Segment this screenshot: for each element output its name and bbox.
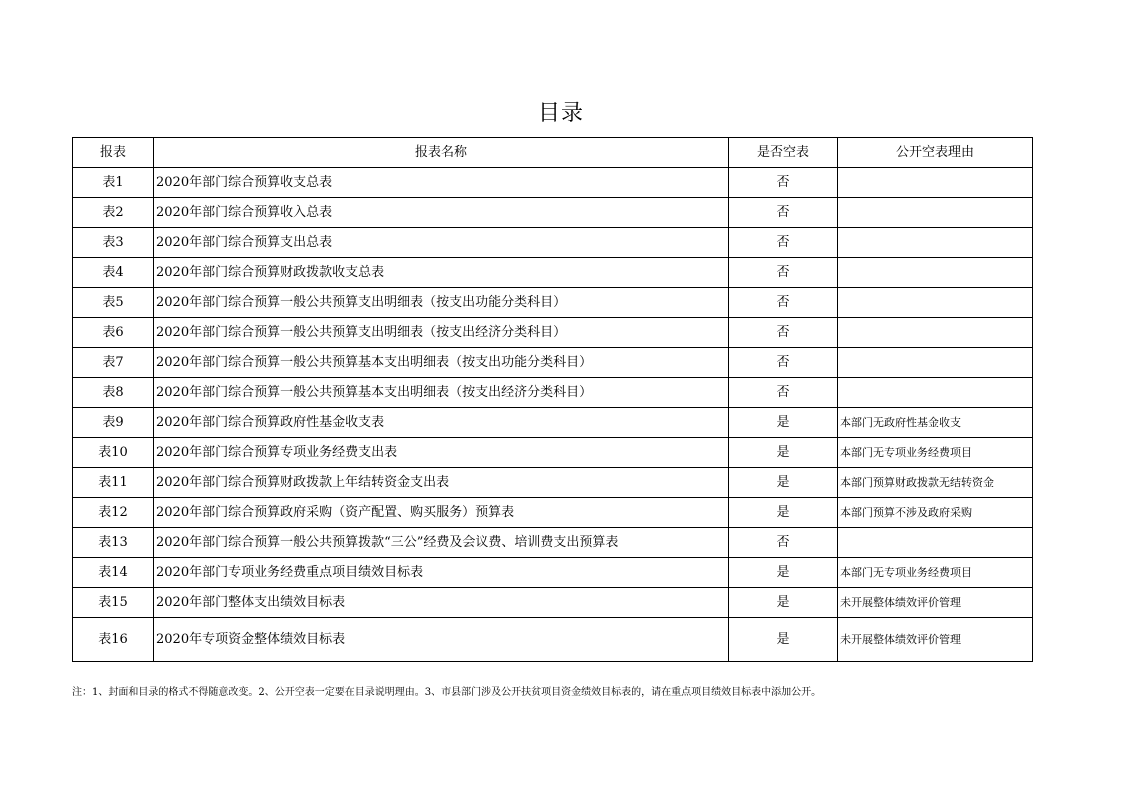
cell-is-empty: 是 [729,468,838,498]
cell-empty-reason [838,528,1033,558]
cell-empty-reason [838,378,1033,408]
cell-empty-reason: 本部门无政府性基金收支 [838,408,1033,438]
cell-report-id: 表6 [73,318,154,348]
cell-report-name: 2020年专项资金整体绩效目标表 [154,618,729,662]
cell-report-name: 2020年部门综合预算收入总表 [154,198,729,228]
cell-empty-reason [838,198,1033,228]
cell-is-empty: 否 [729,348,838,378]
cell-empty-reason [838,318,1033,348]
cell-is-empty: 否 [729,288,838,318]
cell-report-id: 表3 [73,228,154,258]
cell-report-name: 2020年部门整体支出绩效目标表 [154,588,729,618]
cell-is-empty: 否 [729,378,838,408]
header-empty-reason: 公开空表理由 [838,138,1033,168]
cell-is-empty: 否 [729,228,838,258]
cell-report-id: 表16 [73,618,154,662]
cell-empty-reason: 本部门预算财政拨款无结转资金 [838,468,1033,498]
cell-report-id: 表11 [73,468,154,498]
header-report-name: 报表名称 [154,138,729,168]
cell-report-id: 表4 [73,258,154,288]
table-row [73,558,1033,588]
table-row [73,408,1033,438]
catalog-table [72,137,1033,662]
table-header-row [73,138,1033,168]
cell-empty-reason: 本部门无专项业务经费项目 [838,558,1033,588]
cell-report-name: 2020年部门综合预算支出总表 [154,228,729,258]
table-row [73,348,1033,378]
table-row [73,528,1033,558]
table-row [73,378,1033,408]
cell-report-name: 2020年部门综合预算一般公共预算支出明细表（按支出功能分类科目） [154,288,729,318]
table-row [73,318,1033,348]
cell-report-id: 表14 [73,558,154,588]
cell-is-empty: 否 [729,168,838,198]
cell-empty-reason [838,348,1033,378]
cell-empty-reason: 未开展整体绩效评价管理 [838,588,1033,618]
cell-is-empty: 否 [729,198,838,228]
cell-is-empty: 是 [729,618,838,662]
table-row [73,258,1033,288]
cell-report-name: 2020年部门综合预算收支总表 [154,168,729,198]
footnote: 注：1、封面和目录的格式不得随意改变。2、公开空表一定要在目录说明理由。3、市县部门涉及公开扶贫项目资金绩效目标表的，请在重点项目绩效目标表中添加公开。 [72,687,822,698]
cell-report-id: 表15 [73,588,154,618]
cell-empty-reason: 本部门无专项业务经费项目 [838,438,1033,468]
table-row [73,438,1033,468]
cell-report-name: 2020年部门综合预算一般公共预算基本支出明细表（按支出经济分类科目） [154,378,729,408]
table-row [73,468,1033,498]
table-row [73,588,1033,618]
cell-empty-reason: 未开展整体绩效评价管理 [838,618,1033,662]
table-row [73,198,1033,228]
cell-empty-reason [838,258,1033,288]
table-row [73,618,1033,662]
cell-report-id: 表5 [73,288,154,318]
table-row [73,228,1033,258]
cell-report-name: 2020年部门综合预算一般公共预算拨款“三公”经费及会议费、培训费支出预算表 [154,528,729,558]
cell-report-id: 表13 [73,528,154,558]
cell-empty-reason [838,168,1033,198]
table-row [73,288,1033,318]
cell-is-empty: 是 [729,408,838,438]
cell-is-empty: 否 [729,318,838,348]
cell-report-name: 2020年部门综合预算政府采购（资产配置、购买服务）预算表 [154,498,729,528]
cell-report-id: 表1 [73,168,154,198]
cell-report-name: 2020年部门综合预算财政拨款收支总表 [154,258,729,288]
cell-report-name: 2020年部门综合预算财政拨款上年结转资金支出表 [154,468,729,498]
cell-empty-reason: 本部门预算不涉及政府采购 [838,498,1033,528]
cell-empty-reason [838,288,1033,318]
header-report: 报表 [73,138,154,168]
cell-is-empty: 是 [729,438,838,468]
cell-is-empty: 否 [729,258,838,288]
cell-report-id: 表12 [73,498,154,528]
cell-report-id: 表7 [73,348,154,378]
table-row [73,498,1033,528]
cell-is-empty: 是 [729,588,838,618]
cell-report-name: 2020年部门综合预算一般公共预算支出明细表（按支出经济分类科目） [154,318,729,348]
cell-empty-reason [838,228,1033,258]
cell-is-empty: 是 [729,558,838,588]
cell-report-name: 2020年部门综合预算政府性基金收支表 [154,408,729,438]
cell-is-empty: 否 [729,528,838,558]
table-row [73,168,1033,198]
cell-report-id: 表10 [73,438,154,468]
cell-report-name: 2020年部门综合预算一般公共预算基本支出明细表（按支出功能分类科目） [154,348,729,378]
cell-report-id: 表8 [73,378,154,408]
cell-report-id: 表9 [73,408,154,438]
cell-report-name: 2020年部门综合预算专项业务经费支出表 [154,438,729,468]
cell-report-name: 2020年部门专项业务经费重点项目绩效目标表 [154,558,729,588]
cell-report-id: 表2 [73,198,154,228]
page-title: 目录 [537,101,584,126]
header-is-empty: 是否空表 [729,138,838,168]
cell-is-empty: 是 [729,498,838,528]
